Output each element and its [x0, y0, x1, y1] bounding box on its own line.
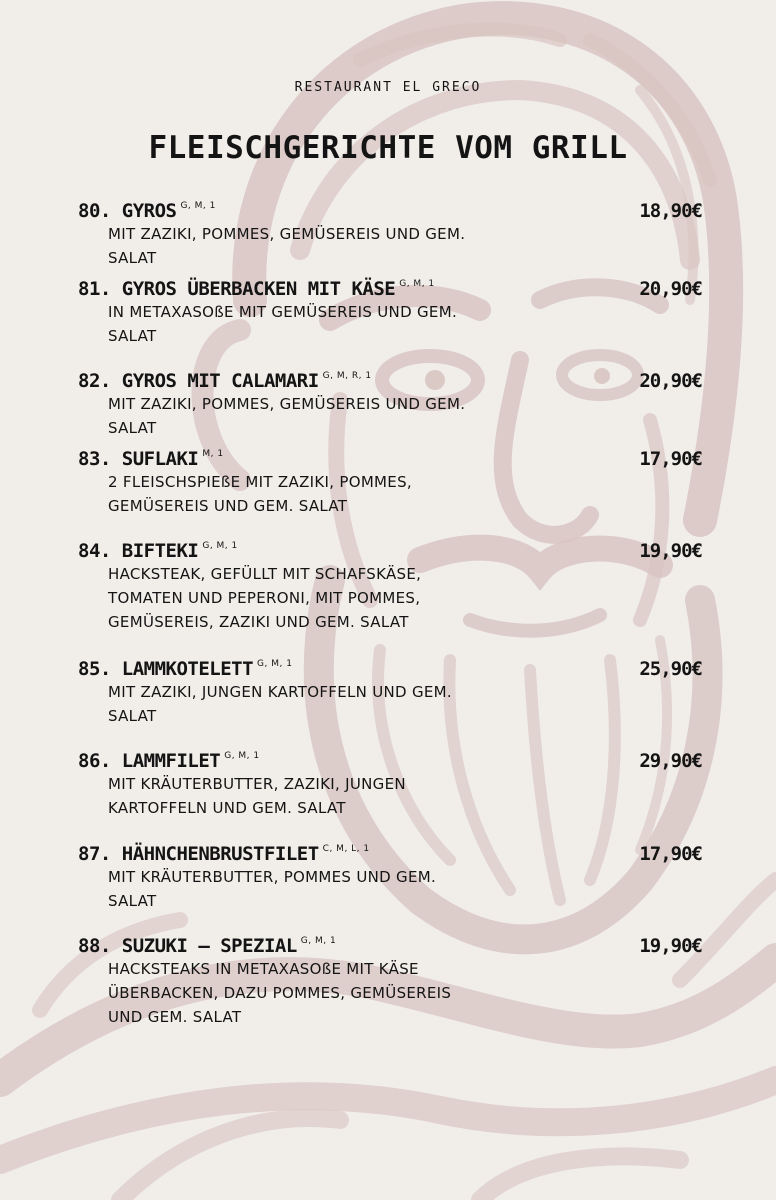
item-name: 87. HÄHNCHENBRUSTFILET — [78, 843, 319, 865]
item-name: 82. GYROS MIT CALAMARI — [78, 370, 319, 392]
item-allergens: C, M, L, 1 — [322, 844, 370, 854]
item-description: IN METAXASOßE MIT GEMÜSEREIS UND GEM. SALAT — [108, 303, 458, 345]
item-price: 25,90€ — [639, 658, 702, 680]
page-title: FLEISCHGERICHTE VOM GRILL — [148, 130, 628, 166]
menu-item — [78, 750, 702, 820]
item-description: MIT ZAZIKI, POMMES, GEMÜSEREIS UND GEM. SALAT — [108, 225, 466, 267]
item-name: 88. SUZUKI – SPEZIAL — [78, 935, 297, 957]
item-price: 19,90€ — [639, 935, 702, 957]
item-description: 2 FLEISCHSPIEßE MIT ZAZIKI, POMMES, GEMÜSEREIS UND GEM. SALAT — [108, 473, 412, 515]
menu-item — [78, 370, 702, 440]
item-description: HACKSTEAK, GEFÜLLT MIT SCHAFSKÄSE, TOMATEN UND PEPERONI, MIT POMMES, GEMÜSEREIS, ZAZIKI UND GEM. SALAT — [108, 565, 422, 631]
item-allergens: G, M, 1 — [202, 541, 238, 551]
item-price: 17,90€ — [639, 448, 702, 470]
item-allergens: G, M, 1 — [300, 936, 337, 946]
item-name: 81. GYROS ÜBERBACKEN MIT KÄSE — [78, 278, 396, 300]
item-price: 29,90€ — [639, 750, 702, 772]
menu-item — [78, 658, 702, 728]
item-name: 83. SUFLAKI — [78, 448, 199, 470]
item-price: 20,90€ — [639, 370, 702, 392]
menu-item — [78, 540, 702, 634]
item-description: HACKSTEAKS IN METAXASOßE MIT KÄSE ÜBERBACKEN, DAZU POMMES, GEMÜSEREIS UND GEM. SALAT — [108, 960, 452, 1026]
item-allergens: M, 1 — [202, 449, 224, 459]
item-allergens: G, M, R, 1 — [322, 371, 372, 381]
item-description: MIT KRÄUTERBUTTER, ZAZIKI, JUNGEN KARTOFFELN UND GEM. SALAT — [108, 775, 406, 817]
menu-item — [78, 935, 702, 1029]
menu-item — [78, 843, 702, 913]
menu-item — [78, 278, 702, 348]
item-price: 17,90€ — [639, 843, 702, 865]
item-allergens: G, M, 1 — [180, 201, 216, 211]
menu-item — [78, 200, 702, 270]
item-name: 80. GYROS — [78, 200, 177, 222]
item-name: 86. LAMMFILET — [78, 750, 221, 772]
item-price: 19,90€ — [639, 540, 702, 562]
item-description: MIT ZAZIKI, JUNGEN KARTOFFELN UND GEM. SALAT — [108, 683, 452, 725]
item-allergens: G, M, 1 — [399, 279, 435, 289]
item-allergens: G, M, 1 — [257, 659, 293, 669]
item-price: 20,90€ — [639, 278, 702, 300]
item-allergens: G, M, 1 — [224, 751, 260, 761]
item-description: MIT ZAZIKI, POMMES, GEMÜSEREIS UND GEM. SALAT — [108, 395, 466, 437]
menu-item — [78, 448, 702, 518]
item-price: 18,90€ — [639, 200, 702, 222]
item-name: 84. BIFTEKI — [78, 540, 199, 562]
item-name: 85. LAMMKOTELETT — [78, 658, 254, 680]
item-description: MIT KRÄUTERBUTTER, POMMES UND GEM. SALAT — [108, 868, 437, 910]
restaurant-name: RESTAURANT EL GRECO — [294, 80, 482, 95]
